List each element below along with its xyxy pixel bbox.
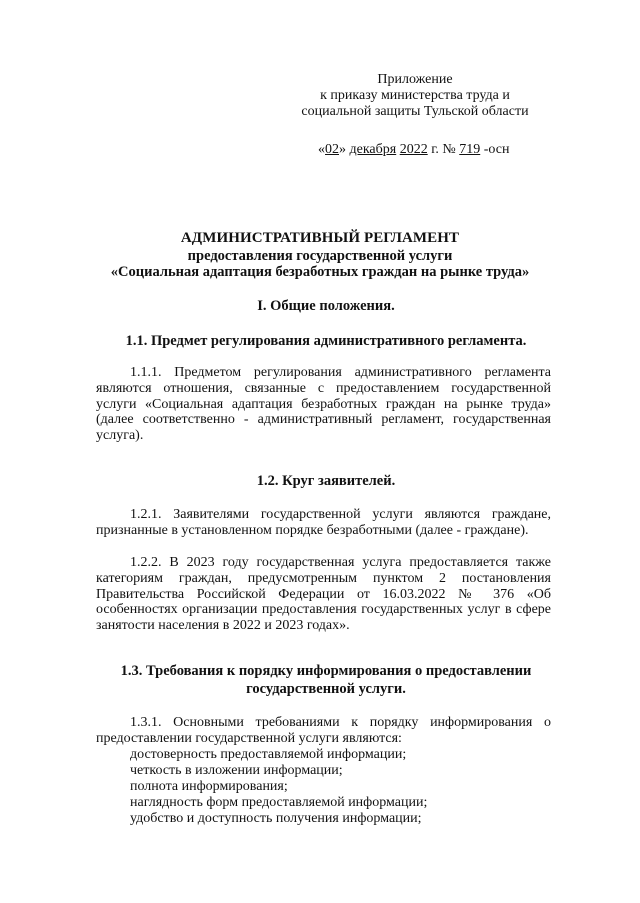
order-month: декабря — [349, 142, 397, 157]
appendix-line: Приложение — [377, 72, 453, 87]
section-heading-1-2: 1.2. Круг заявителей. — [256, 473, 396, 489]
order-year: 2022 — [399, 142, 428, 157]
appendix-block — [290, 72, 540, 120]
order-reference — [318, 142, 509, 158]
requirement-item: удобство и доступность получения информации; — [130, 811, 422, 826]
section-heading-1-3-line1: 1.3. Требования к порядку информирования о предоставлении — [120, 663, 532, 679]
appendix-line: к приказу министерства труда и — [320, 88, 510, 103]
section-heading-1-3-line2: государственной услуги. — [246, 681, 406, 697]
order-number: 719 — [459, 142, 481, 157]
order-number-suffix: -осн — [483, 142, 510, 157]
paragraph-1-1-1: 1.1.1. Предметом регулирования административного регламента являются отношения, связанные с предоставлением государственной услуги «Социальная адаптация безработных граждан на рынке труда» (далее соответственно - административный регламент, государственная услуга). — [96, 365, 551, 444]
document-subtitle: предоставления государственной услуги — [187, 248, 453, 264]
requirement-item: наглядность форм предоставляемой информации; — [130, 795, 428, 810]
requirement-item: полнота информирования; — [130, 779, 288, 794]
section-heading-1-1: 1.1. Предмет регулирования административного регламента. — [125, 333, 527, 349]
document-title: АДМИНИСТРАТИВНЫЙ РЕГЛАМЕНТ — [180, 230, 460, 246]
appendix-line: социальной защиты Тульской области — [301, 104, 529, 119]
order-open-quote: « — [318, 142, 325, 157]
section-heading-1-3 — [96, 662, 556, 698]
paragraph-1-3-1: 1.3.1. Основными требованиями к порядку информирования о предоставлении государственной услуги являются: — [96, 715, 551, 746]
order-year-suffix: г. № — [431, 142, 456, 157]
paragraph-1-2-1: 1.2.1. Заявителями государственной услуги являются граждане, признанные в установленном порядке безработными (далее - граждане). — [96, 507, 551, 538]
document-service-name: «Социальная адаптация безработных граждан на рынке труда» — [110, 264, 530, 280]
requirement-item: четкость в изложении информации; — [130, 763, 343, 778]
requirement-item: достоверность предоставляемой информации; — [130, 747, 407, 762]
section-heading-1: I. Общие положения. — [257, 298, 395, 314]
order-day: 02 — [325, 142, 339, 157]
order-close-quote: » — [339, 142, 346, 157]
paragraph-1-2-2: 1.2.2. В 2023 году государственная услуга предоставляется также категориям граждан, предусмотренным пунктом 2 постановления Правительства Российской Федерации от 16.03.2022 № 376 «Об особенностях организации предоставления государственных услуг в сфере занятости населения в 2022 и 2023 годах». — [96, 555, 551, 634]
